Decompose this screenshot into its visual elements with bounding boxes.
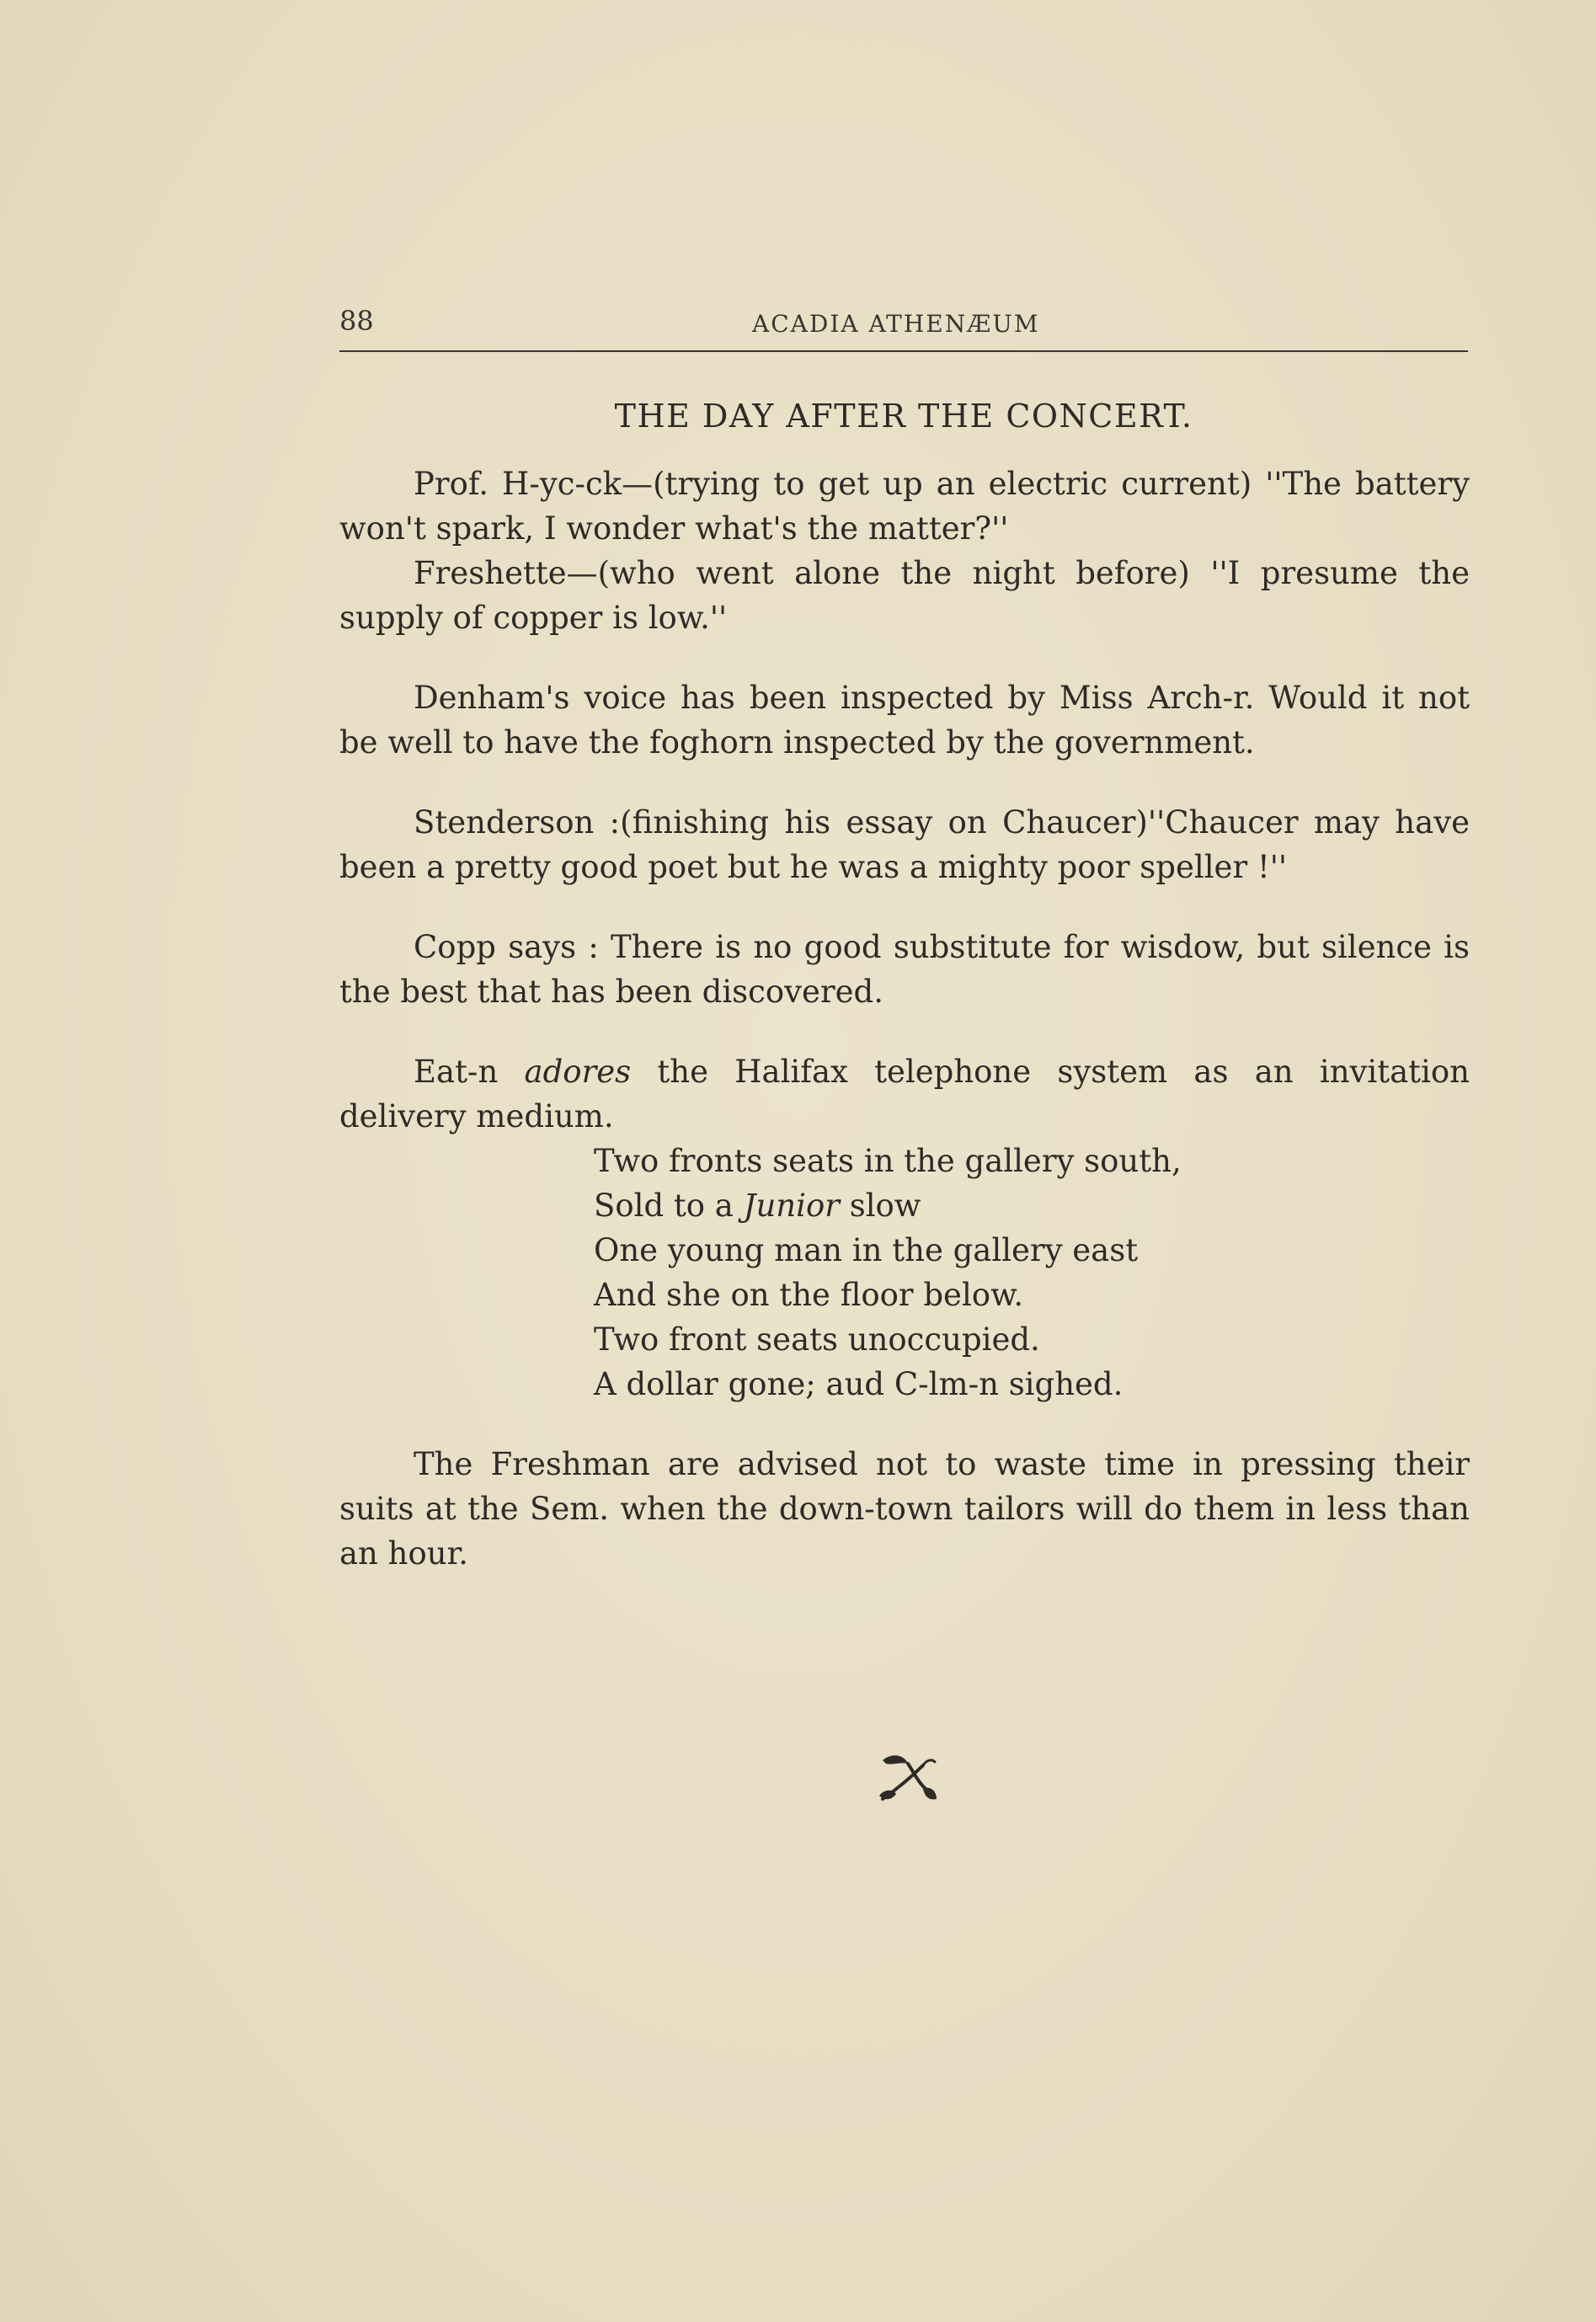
paragraph-stenderson: Stenderson :(finishing his essay on Chaucer)''Chaucer may have been a pretty good poet but he was a mighty poor speller !'' [339, 804, 1470, 885]
poem-line-2 [594, 1183, 1470, 1228]
paragraph-hyc-ck: Prof. H-yc-ck—(trying to get up an electric current) ''The battery won't spark, I wonder what's the matter?'' [339, 466, 1470, 547]
poem-line-2-pre: Sold to a [594, 1188, 734, 1224]
poem-line-3: One young man in the gallery east [594, 1232, 1139, 1268]
running-head: ACADIA ATHENÆUM [752, 310, 1040, 338]
poem-line-2-italic: Junior [743, 1188, 840, 1224]
poem-line-4: And she on the floor below. [594, 1277, 1024, 1313]
eat-n-rest: the Halifax telephone system as an invitation delivery medium. [339, 1054, 1470, 1134]
paragraph-denham: Denham's voice has been inspected by Miss Arch-r. Would it not be well to have the foghorn inspected by the government. [339, 680, 1470, 761]
poem-line-6: A dollar gone; aud C-lm-n sighed. [594, 1366, 1124, 1402]
page-header [339, 302, 1468, 352]
paragraph-freshette: Freshette—(who went alone the night before) ''I presume the supply of copper is low.'' [339, 555, 1470, 636]
article-body [339, 462, 1470, 1576]
poem-line-2-post: slow [849, 1188, 921, 1224]
poem-line-1: Two fronts seats in the gallery south, [594, 1143, 1182, 1179]
article-title: THE DAY AFTER THE CONCERT. [614, 398, 1193, 435]
paragraph-freshman: The Freshman are advised not to waste time in pressing their suits at the Sem. when the down-town tailors will do them in less than an hour. [339, 1446, 1470, 1572]
eat-n-italic: adores [524, 1054, 632, 1090]
leaf-flourish-icon [874, 1748, 942, 1807]
eat-n-name: Eat-n [414, 1054, 499, 1090]
paragraph-copp: Copp says : There is no good substitute for wisdow, but silence is the best that has been discovered. [339, 929, 1470, 1010]
paragraph-eat-n [339, 1049, 1470, 1139]
poem-line-5: Two front seats unoccupied. [594, 1321, 1040, 1358]
poem [339, 1139, 1470, 1407]
page-number: 88 [339, 305, 374, 337]
